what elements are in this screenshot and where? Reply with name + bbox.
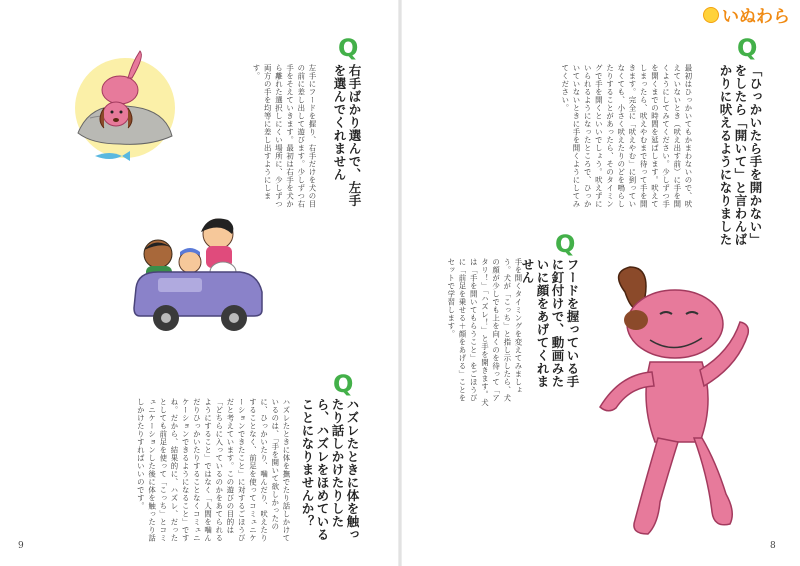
q-mark-4: Q [333,370,354,398]
answer-3: 左手にフードを握り、右手だけを犬の目の前に差し出して遊びます。少しずつ右手をそえていきます。最初は右手を犬から離れた選択しにくい場所に、少しずつ両方の手を均等に差し出すようにします。 [251,64,317,208]
dancing-dog-illustration [590,262,760,547]
q-mark-3: Q [338,34,359,62]
answer-4: ハズレたときに体を撫でたり話しかけているのは、「手を開いて欲しかったのに、ひっかいたり、噛んだり、吠えたりすることなく、前足を使ってコミュニケーションできたこと」に対するごほうびだと考えています。この遊びの目的は「どちらに入っているのかをあてられるようにすること」ではなく「人間を噛んだりひっかいたりすることなくコミュニケーションできるようになること」ですね。だから、結果的に、ハズレ、だったとしても前足を使って「こっち」とコミュニケーションした後に体を触ったり話しかけたりすればいいのです。 [136,398,291,542]
dog-on-rock-illustration [70,48,180,168]
question-4: ハズレたときに体を触ったり話しかけたりしたら、ハズレをほめていることになりませんか？ [300,398,360,541]
question-2: フードを握っている手に釘付けで、動画みたいに顔をあげてくれません [520,258,580,388]
answer-1: 最初はひっかいてもかまわないので、吠えていないとき（吠え出す前）に手を開くようにしてみてください。少しずつ手を開くまでの時間を延ばします。吠えてしまったら、吠えやむまで待って手を開きます。完全に「吠えやむ」に到っていなくても、小さく吠えたりのどを鳴らしたりすることがあったら、そのタイミングで手を開くといいでしょう。吠えずにいられるようになったところで、ひっかいていないときに手を開くようにしてみてください。 [560,64,693,208]
page-number-left: 9 [18,541,24,551]
brand-name: いぬわら [722,7,790,27]
question-1: 「ひっかいたら手を開かない」をしたら「開いて」と言わんばかりに吠えるようになりました [718,64,763,246]
page-gutter [398,0,402,566]
q-mark-2: Q [555,230,576,258]
page-number-right: 8 [770,541,776,551]
sun-icon [703,7,719,23]
brand-logo [703,2,790,27]
q-mark-1: Q [737,34,758,62]
question-3: 右手ばかり選んで、左手を選んでくれません [332,64,362,207]
family-car-illustration [128,212,268,337]
answer-2: 手を開くタイミングを変えてみましょう。犬が「こっち」と指し示したら、犬の顔が少しでも上を向くのを待って「アタリ！」「ハズレ！」と手を開きます。犬は「手を開いてもらうこと」をごほうびに「前足を乗せる＋顔をあげる」ことをセットで学習します。 [446,258,523,407]
